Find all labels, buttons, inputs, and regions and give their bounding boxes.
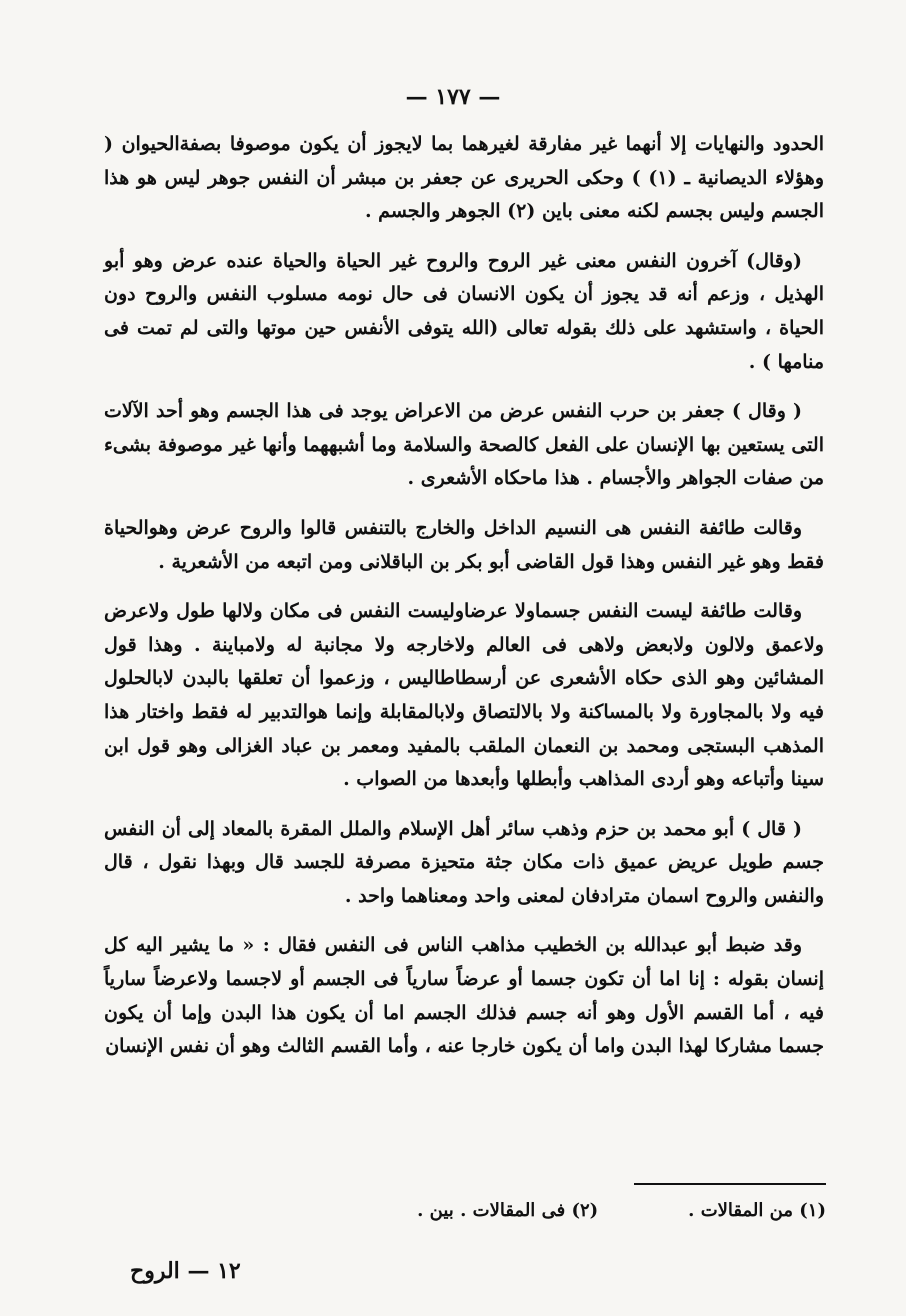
paragraph: ( قال ) أبو محمد بن حزم وذهب سائر أهل الإسلام والملل المقرة بالمعاد إلى أن النفس جسم طويل عريض عميق ذات مكان جثة متحيزة مصرفة للجسد قال وبهذا نقول ، قال والنفس والروح اسمان مترادفان لمعنى واحد ومعناهما واحد . bbox=[104, 817, 824, 907]
running-footer: ١٢ — الروح bbox=[130, 1258, 241, 1284]
paragraph: وقالت طائفة ليست النفس جسماولا عرضاوليست النفس فى مكان ولالها طول ولاعرض ولاعمق ولالون ولابعض ولاهى فى العالم ولاخارجه ولا مجانبة له ولامباينة . وهذا قول المشائين وهو الذى حكاه الأشعرى عن أرسطاطاليس ، وزعموا أن تعلقها بالبدن لابالحلول فيه ولا بالمجاورة ولا بالمساكنة ولا بالالتصاق ولابالمقابلة وإنما هوالتدبير له فقط واختار هذا المذهب البستجى ومحمد بن النعمان الملقب بالمفيد ومعمر بن عباد الغزالى وهو قول ابن سينا وأتباعه وهو أردى المذاهب وأبطلها وأبعدها من الصواب . bbox=[104, 600, 824, 791]
paragraph: الحدود والنهايات إلا أنهما غير مفارقة لغيرهما بما لايجوز أن يكون موصوفا بصفةالحيوان ( وهؤلاء الديصانية ـ (١) ) وحكى الحريرى عن جعفر بن مبشر أن النفس جوهر ليس هو هذا الجسم وليس بجسم لكنه معنى باين (٢) الجوهر والجسم . bbox=[104, 133, 824, 223]
paragraph: وقالت طائفة النفس هى النسيم الداخل والخارج بالتنفس قالوا والروح عرض وهوالحياة فقط وهو غير النفس وهذا قول القاضى أبو بكر بن الباقلانى ومن اتبعه من الأشعرية . bbox=[104, 516, 824, 573]
paragraph: وقد ضبط أبو عبدالله بن الخطيب مذاهب الناس فى النفس فقال : « ما يشير اليه كل إنسان بقوله : إنا اما أن تكون جسما أو عرضاً سارياً فى الجسم أو لاجسما ولاعرضاً سارياً فيه ، أما القسم الأول وهو أنه جسم فذلك الجسم اما أن يكون هذا البدن وإما أن يكون جسما مشاركا لهذا البدن واما أن يكون خارجا عنه ، وأما القسم الثالث وهو أن نفس الإنسان bbox=[104, 934, 824, 1058]
footnote-1: (١) من المقالات . bbox=[688, 1200, 826, 1221]
page-number: — ١٧٧ — bbox=[405, 84, 501, 110]
footnote-2: (٢) فى المقالات . بين . bbox=[417, 1200, 599, 1221]
main-text bbox=[104, 128, 824, 1080]
paragraph: (وقال) آخرون النفس معنى غير الروح والروح غير الحياة والحياة عنده عرض وهو أبو الهذيل ، وزعم أنه قد يجوز أن يكون الانسان فى حال نومه مسلوب النفس والروح دون الحياة ، واستشهد على ذلك بقوله تعالى (الله يتوفى الأنفس حين موتها والتى لم تمت فى منامها ) . bbox=[104, 249, 824, 373]
footnotes bbox=[260, 1200, 826, 1221]
paragraph: ( وقال ) جعفر بن حرب النفس عرض من الاعراض يوجد فى هذا الجسم وهو أحد الآلات التى يستعين بها الإنسان على الفعل كالصحة والسلامة وما أشبههما وأنها غير موصوفة بشىء من صفات الجواهر والأجسام . هذا ماحكاه الأشعرى . bbox=[104, 400, 824, 490]
footnote-divider bbox=[634, 1183, 826, 1185]
